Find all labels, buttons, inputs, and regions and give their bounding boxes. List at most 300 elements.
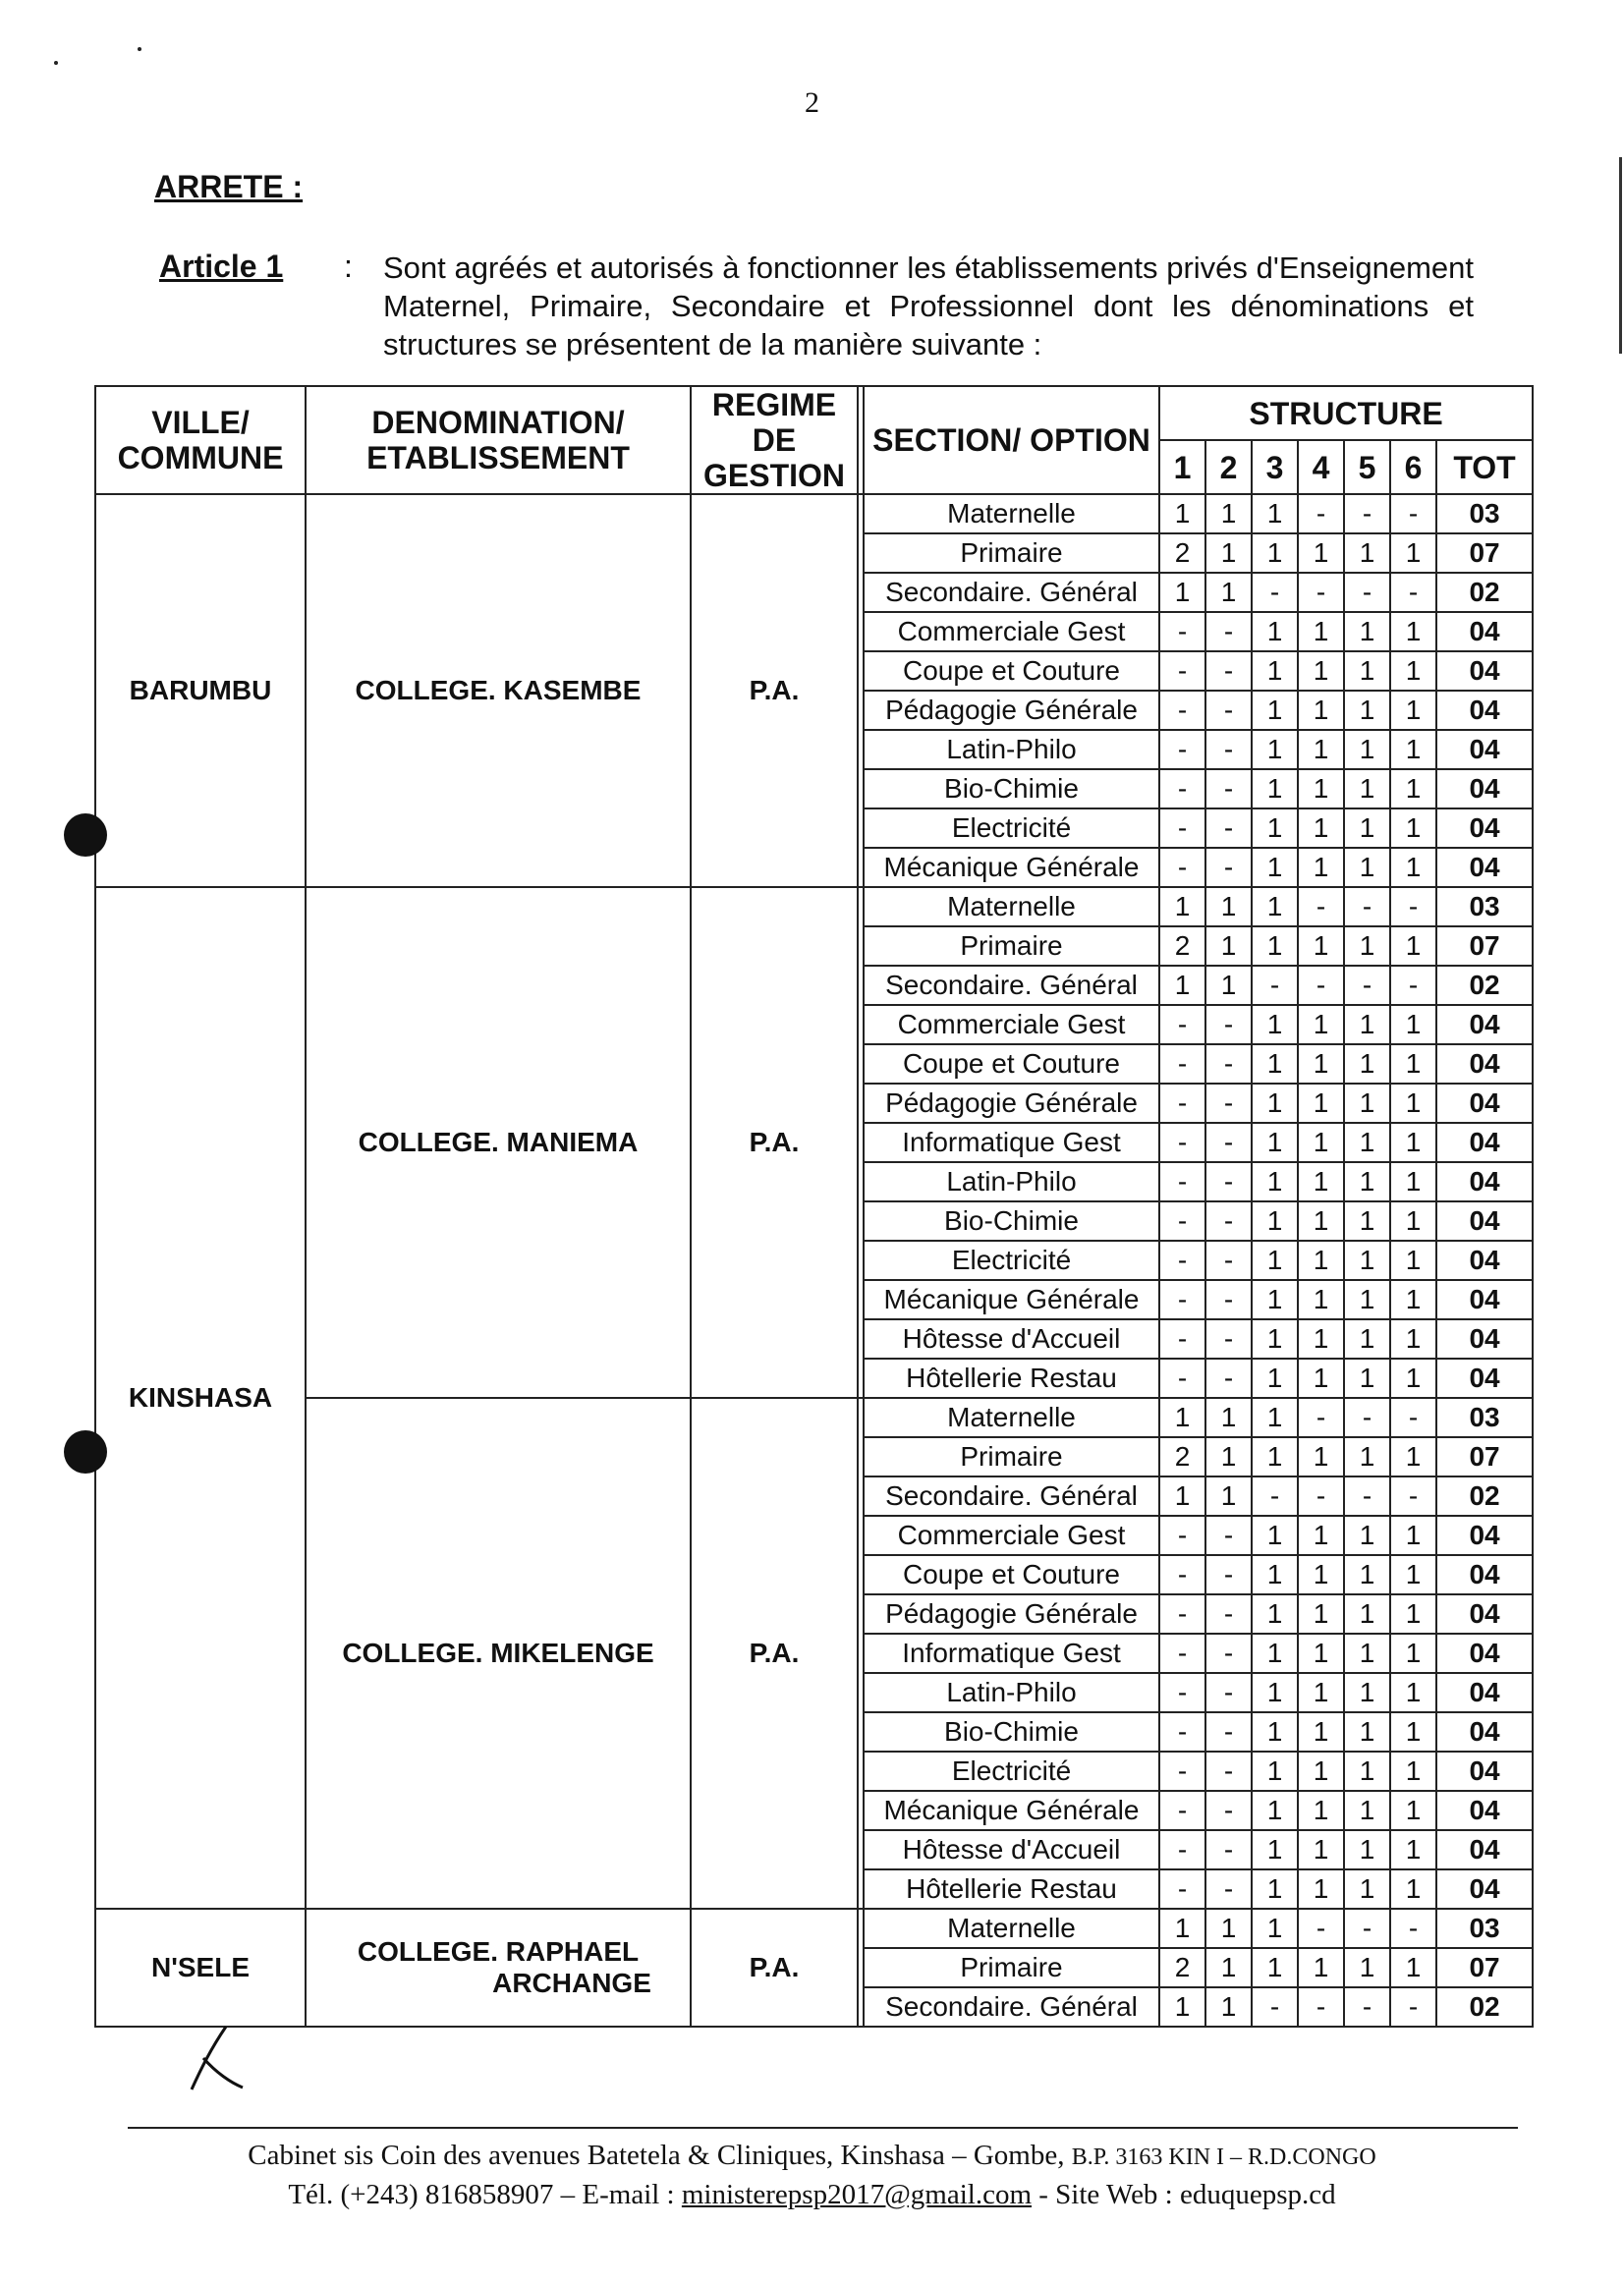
- year-6-cell: 1: [1390, 533, 1436, 573]
- year-3-cell: -: [1252, 1476, 1298, 1516]
- total-cell: 04: [1436, 1280, 1533, 1319]
- year-2-cell: -: [1205, 1084, 1252, 1123]
- year-5-cell: 1: [1344, 1752, 1390, 1791]
- year-5-cell: -: [1344, 1987, 1390, 2027]
- total-cell: 07: [1436, 1437, 1533, 1476]
- year-6-cell: 1: [1390, 769, 1436, 808]
- year-6-cell: 1: [1390, 1594, 1436, 1634]
- year-2-cell: -: [1205, 651, 1252, 691]
- year-1-cell: 1: [1159, 887, 1205, 926]
- year-3-cell: 1: [1252, 769, 1298, 808]
- year-2-cell: -: [1205, 1162, 1252, 1201]
- year-2-cell: 1: [1205, 573, 1252, 612]
- year-6-cell: 1: [1390, 1044, 1436, 1084]
- year-6-cell: 1: [1390, 1752, 1436, 1791]
- year-3-cell: 1: [1252, 1437, 1298, 1476]
- year-3-cell: 1: [1252, 887, 1298, 926]
- regime-cell: P.A.: [691, 887, 858, 1398]
- institution-name-line-1: COLLEGE. RAPHAEL: [357, 1936, 640, 1967]
- year-5-cell: 1: [1344, 533, 1390, 573]
- footer-line-1: [0, 2140, 1624, 2172]
- year-1-cell: -: [1159, 848, 1205, 887]
- year-3-cell: 1: [1252, 1044, 1298, 1084]
- year-5-cell: 1: [1344, 769, 1390, 808]
- option-cell: Mécanique Générale: [864, 1280, 1159, 1319]
- total-cell: 04: [1436, 691, 1533, 730]
- header-col-7: TOT: [1436, 440, 1533, 494]
- year-1-cell: -: [1159, 808, 1205, 848]
- year-4-cell: 1: [1298, 1359, 1344, 1398]
- year-5-cell: 1: [1344, 1201, 1390, 1241]
- year-4-cell: -: [1298, 887, 1344, 926]
- year-5-cell: 1: [1344, 1241, 1390, 1280]
- year-1-cell: -: [1159, 1005, 1205, 1044]
- year-6-cell: -: [1390, 573, 1436, 612]
- year-5-cell: 1: [1344, 926, 1390, 966]
- year-1-cell: 1: [1159, 1476, 1205, 1516]
- year-1-cell: 1: [1159, 1909, 1205, 1948]
- footer-email-link[interactable]: ministerepsp2017@gmail.com: [681, 2179, 1033, 2210]
- institution-cell: [306, 1909, 691, 2027]
- year-2-cell: -: [1205, 1752, 1252, 1791]
- total-cell: 04: [1436, 1830, 1533, 1869]
- total-cell: 04: [1436, 848, 1533, 887]
- year-2-cell: -: [1205, 691, 1252, 730]
- year-2-cell: -: [1205, 1201, 1252, 1241]
- year-1-cell: -: [1159, 612, 1205, 651]
- year-2-cell: -: [1205, 1123, 1252, 1162]
- article-text: Sont agréés et autorisés à fonctionner les établissements privés d'Enseignement Maternel, Primaire, Secondaire et Professionnel dont les dénominations et structures se présentent de la manière suivante :: [383, 251, 1474, 362]
- year-1-cell: -: [1159, 1241, 1205, 1280]
- year-2-cell: -: [1205, 1555, 1252, 1594]
- option-cell: Coupe et Couture: [864, 1555, 1159, 1594]
- year-4-cell: 1: [1298, 808, 1344, 848]
- year-3-cell: 1: [1252, 1830, 1298, 1869]
- year-4-cell: 1: [1298, 1791, 1344, 1830]
- option-cell: Secondaire. Général: [864, 1476, 1159, 1516]
- year-6-cell: -: [1390, 887, 1436, 926]
- year-4-cell: -: [1298, 966, 1344, 1005]
- year-4-cell: 1: [1298, 1044, 1344, 1084]
- option-cell: Latin-Philo: [864, 730, 1159, 769]
- option-cell: Primaire: [864, 1948, 1159, 1987]
- year-2-cell: -: [1205, 1869, 1252, 1909]
- year-6-cell: 1: [1390, 1005, 1436, 1044]
- year-3-cell: 1: [1252, 1752, 1298, 1791]
- year-6-cell: 1: [1390, 1516, 1436, 1555]
- year-4-cell: 1: [1298, 1241, 1344, 1280]
- footer-phone: Tél. (+243) 816858907 – E-mail :: [288, 2179, 675, 2210]
- header-town: VILLE/ COMMUNE: [95, 386, 306, 494]
- year-5-cell: 1: [1344, 730, 1390, 769]
- total-cell: 02: [1436, 1987, 1533, 2027]
- year-4-cell: 1: [1298, 1634, 1344, 1673]
- signature-mark: [182, 2019, 260, 2097]
- year-1-cell: -: [1159, 1673, 1205, 1712]
- year-3-cell: 1: [1252, 1869, 1298, 1909]
- institution-cell: COLLEGE. KASEMBE: [306, 494, 691, 887]
- year-2-cell: 1: [1205, 1476, 1252, 1516]
- year-1-cell: 1: [1159, 573, 1205, 612]
- year-2-cell: -: [1205, 612, 1252, 651]
- year-3-cell: -: [1252, 1987, 1298, 2027]
- year-5-cell: 1: [1344, 1359, 1390, 1398]
- year-5-cell: 1: [1344, 1516, 1390, 1555]
- footer-rule: [128, 2127, 1518, 2129]
- total-cell: 03: [1436, 1398, 1533, 1437]
- year-5-cell: 1: [1344, 1123, 1390, 1162]
- year-4-cell: -: [1298, 573, 1344, 612]
- year-1-cell: 2: [1159, 1948, 1205, 1987]
- year-4-cell: -: [1298, 1987, 1344, 2027]
- year-2-cell: -: [1205, 1280, 1252, 1319]
- year-2-cell: 1: [1205, 533, 1252, 573]
- year-6-cell: 1: [1390, 808, 1436, 848]
- option-cell: Latin-Philo: [864, 1673, 1159, 1712]
- year-2-cell: -: [1205, 808, 1252, 848]
- total-cell: 03: [1436, 494, 1533, 533]
- year-6-cell: -: [1390, 966, 1436, 1005]
- year-4-cell: 1: [1298, 769, 1344, 808]
- total-cell: 04: [1436, 612, 1533, 651]
- institution-cell: COLLEGE. MIKELENGE: [306, 1398, 691, 1909]
- total-cell: 04: [1436, 1712, 1533, 1752]
- option-cell: Maternelle: [864, 1909, 1159, 1948]
- year-3-cell: -: [1252, 573, 1298, 612]
- year-6-cell: 1: [1390, 1869, 1436, 1909]
- year-6-cell: 1: [1390, 1319, 1436, 1359]
- option-cell: Bio-Chimie: [864, 769, 1159, 808]
- total-cell: 04: [1436, 1084, 1533, 1123]
- year-2-cell: -: [1205, 1594, 1252, 1634]
- section-heading: ARRETE :: [154, 169, 304, 204]
- year-1-cell: -: [1159, 1319, 1205, 1359]
- year-4-cell: 1: [1298, 1280, 1344, 1319]
- option-cell: Secondaire. Général: [864, 573, 1159, 612]
- year-5-cell: -: [1344, 494, 1390, 533]
- year-5-cell: 1: [1344, 1791, 1390, 1830]
- table-row: [95, 1398, 1533, 1437]
- year-6-cell: 1: [1390, 1830, 1436, 1869]
- year-6-cell: 1: [1390, 1634, 1436, 1673]
- header-col-5: 5: [1344, 440, 1390, 494]
- year-6-cell: 1: [1390, 1555, 1436, 1594]
- scan-speck: [138, 47, 141, 51]
- year-3-cell: 1: [1252, 1948, 1298, 1987]
- year-4-cell: 1: [1298, 533, 1344, 573]
- regime-cell: P.A.: [691, 494, 858, 887]
- year-1-cell: -: [1159, 1555, 1205, 1594]
- year-6-cell: -: [1390, 494, 1436, 533]
- year-3-cell: 1: [1252, 730, 1298, 769]
- option-cell: Coupe et Couture: [864, 1044, 1159, 1084]
- year-3-cell: 1: [1252, 691, 1298, 730]
- year-6-cell: 1: [1390, 1437, 1436, 1476]
- option-cell: Electricité: [864, 1752, 1159, 1791]
- year-5-cell: 1: [1344, 1044, 1390, 1084]
- year-4-cell: 1: [1298, 1516, 1344, 1555]
- year-5-cell: 1: [1344, 1084, 1390, 1123]
- year-2-cell: -: [1205, 1319, 1252, 1359]
- total-cell: 07: [1436, 1948, 1533, 1987]
- year-5-cell: -: [1344, 966, 1390, 1005]
- year-6-cell: -: [1390, 1398, 1436, 1437]
- town-cell: N'SELE: [95, 1909, 306, 2027]
- year-4-cell: -: [1298, 494, 1344, 533]
- year-5-cell: -: [1344, 1909, 1390, 1948]
- year-2-cell: -: [1205, 1516, 1252, 1555]
- year-1-cell: 2: [1159, 926, 1205, 966]
- year-3-cell: 1: [1252, 1398, 1298, 1437]
- header-col-3: 3: [1252, 440, 1298, 494]
- year-6-cell: 1: [1390, 691, 1436, 730]
- total-cell: 03: [1436, 887, 1533, 926]
- year-5-cell: 1: [1344, 848, 1390, 887]
- year-6-cell: 1: [1390, 1201, 1436, 1241]
- year-6-cell: 1: [1390, 612, 1436, 651]
- header-option: SECTION/ OPTION: [864, 386, 1159, 494]
- year-5-cell: 1: [1344, 1634, 1390, 1673]
- table-row: [95, 887, 1533, 926]
- option-cell: Maternelle: [864, 1398, 1159, 1437]
- year-1-cell: -: [1159, 1123, 1205, 1162]
- year-1-cell: 1: [1159, 966, 1205, 1005]
- year-5-cell: 1: [1344, 808, 1390, 848]
- year-4-cell: -: [1298, 1909, 1344, 1948]
- year-3-cell: 1: [1252, 1555, 1298, 1594]
- town-cell: KINSHASA: [95, 887, 306, 1909]
- total-cell: 02: [1436, 573, 1533, 612]
- year-6-cell: 1: [1390, 1162, 1436, 1201]
- option-cell: Bio-Chimie: [864, 1201, 1159, 1241]
- year-4-cell: -: [1298, 1398, 1344, 1437]
- header-col-6: 6: [1390, 440, 1436, 494]
- year-1-cell: 2: [1159, 1437, 1205, 1476]
- year-4-cell: 1: [1298, 1201, 1344, 1241]
- year-5-cell: 1: [1344, 651, 1390, 691]
- option-cell: Coupe et Couture: [864, 651, 1159, 691]
- year-2-cell: 1: [1205, 1948, 1252, 1987]
- year-4-cell: 1: [1298, 1319, 1344, 1359]
- year-6-cell: 1: [1390, 730, 1436, 769]
- year-3-cell: 1: [1252, 1909, 1298, 1948]
- town-cell: BARUMBU: [95, 494, 306, 887]
- option-cell: Hôtellerie Restau: [864, 1869, 1159, 1909]
- year-1-cell: 2: [1159, 533, 1205, 573]
- year-6-cell: 1: [1390, 1123, 1436, 1162]
- option-cell: Electricité: [864, 1241, 1159, 1280]
- table-row: [95, 1909, 1533, 1948]
- total-cell: 04: [1436, 1594, 1533, 1634]
- structure-table: [94, 385, 1534, 2028]
- year-1-cell: -: [1159, 651, 1205, 691]
- year-5-cell: -: [1344, 1476, 1390, 1516]
- option-cell: Electricité: [864, 808, 1159, 848]
- year-5-cell: 1: [1344, 1594, 1390, 1634]
- option-cell: Primaire: [864, 533, 1159, 573]
- year-3-cell: 1: [1252, 494, 1298, 533]
- year-6-cell: 1: [1390, 1673, 1436, 1712]
- article-colon: :: [344, 249, 353, 284]
- option-cell: Commerciale Gest: [864, 612, 1159, 651]
- header-regime: REGIME DE GESTION: [691, 386, 858, 494]
- total-cell: 04: [1436, 1555, 1533, 1594]
- year-2-cell: -: [1205, 1712, 1252, 1752]
- year-4-cell: 1: [1298, 1948, 1344, 1987]
- year-6-cell: 1: [1390, 1241, 1436, 1280]
- total-cell: 04: [1436, 808, 1533, 848]
- total-cell: 04: [1436, 651, 1533, 691]
- year-2-cell: 1: [1205, 887, 1252, 926]
- year-4-cell: 1: [1298, 651, 1344, 691]
- total-cell: 07: [1436, 533, 1533, 573]
- year-5-cell: 1: [1344, 1162, 1390, 1201]
- year-2-cell: -: [1205, 848, 1252, 887]
- option-cell: Primaire: [864, 1437, 1159, 1476]
- year-1-cell: -: [1159, 1791, 1205, 1830]
- year-4-cell: 1: [1298, 1830, 1344, 1869]
- option-cell: Pédagogie Générale: [864, 691, 1159, 730]
- year-2-cell: -: [1205, 1791, 1252, 1830]
- footer-line-2: [0, 2179, 1624, 2211]
- header-col-2: 2: [1205, 440, 1252, 494]
- year-5-cell: 1: [1344, 1869, 1390, 1909]
- year-1-cell: -: [1159, 1280, 1205, 1319]
- year-3-cell: 1: [1252, 1241, 1298, 1280]
- year-4-cell: 1: [1298, 1123, 1344, 1162]
- year-6-cell: -: [1390, 1987, 1436, 2027]
- year-6-cell: 1: [1390, 1712, 1436, 1752]
- year-4-cell: 1: [1298, 1594, 1344, 1634]
- year-1-cell: 1: [1159, 1987, 1205, 2027]
- punch-hole: [64, 1430, 107, 1474]
- year-4-cell: 1: [1298, 1084, 1344, 1123]
- year-1-cell: -: [1159, 1044, 1205, 1084]
- total-cell: 04: [1436, 730, 1533, 769]
- year-3-cell: 1: [1252, 533, 1298, 573]
- punch-hole: [64, 813, 107, 857]
- total-cell: 02: [1436, 966, 1533, 1005]
- year-6-cell: 1: [1390, 1084, 1436, 1123]
- table-row: [95, 494, 1533, 533]
- year-1-cell: -: [1159, 1594, 1205, 1634]
- option-cell: Secondaire. Général: [864, 966, 1159, 1005]
- year-1-cell: -: [1159, 1516, 1205, 1555]
- total-cell: 02: [1436, 1476, 1533, 1516]
- year-1-cell: -: [1159, 1359, 1205, 1398]
- year-5-cell: -: [1344, 1398, 1390, 1437]
- option-cell: Mécanique Générale: [864, 848, 1159, 887]
- year-6-cell: 1: [1390, 1280, 1436, 1319]
- year-3-cell: -: [1252, 966, 1298, 1005]
- year-2-cell: 1: [1205, 494, 1252, 533]
- institution-name-line-2: ARCHANGE: [492, 1968, 651, 1998]
- year-1-cell: -: [1159, 1201, 1205, 1241]
- year-4-cell: 1: [1298, 1712, 1344, 1752]
- total-cell: 04: [1436, 1319, 1533, 1359]
- option-cell: Pédagogie Générale: [864, 1594, 1159, 1634]
- year-3-cell: 1: [1252, 1594, 1298, 1634]
- year-3-cell: 1: [1252, 1123, 1298, 1162]
- year-6-cell: 1: [1390, 1791, 1436, 1830]
- year-2-cell: 1: [1205, 1398, 1252, 1437]
- option-cell: Pédagogie Générale: [864, 1084, 1159, 1123]
- year-4-cell: 1: [1298, 926, 1344, 966]
- option-cell: Latin-Philo: [864, 1162, 1159, 1201]
- year-5-cell: -: [1344, 887, 1390, 926]
- regime-cell: P.A.: [691, 1398, 858, 1909]
- year-2-cell: 1: [1205, 1987, 1252, 2027]
- year-5-cell: -: [1344, 573, 1390, 612]
- year-5-cell: 1: [1344, 1005, 1390, 1044]
- year-3-cell: 1: [1252, 1634, 1298, 1673]
- option-cell: Informatique Gest: [864, 1634, 1159, 1673]
- year-5-cell: 1: [1344, 1712, 1390, 1752]
- option-cell: Maternelle: [864, 887, 1159, 926]
- year-5-cell: 1: [1344, 1437, 1390, 1476]
- page-number: 2: [805, 86, 819, 119]
- year-2-cell: -: [1205, 1830, 1252, 1869]
- option-cell: Commerciale Gest: [864, 1005, 1159, 1044]
- year-4-cell: 1: [1298, 1555, 1344, 1594]
- year-4-cell: 1: [1298, 1752, 1344, 1791]
- regime-cell: P.A.: [691, 1909, 858, 2027]
- total-cell: 04: [1436, 1201, 1533, 1241]
- total-cell: 04: [1436, 1123, 1533, 1162]
- year-1-cell: -: [1159, 769, 1205, 808]
- year-3-cell: 1: [1252, 1280, 1298, 1319]
- year-3-cell: 1: [1252, 1673, 1298, 1712]
- year-6-cell: 1: [1390, 926, 1436, 966]
- option-cell: Secondaire. Général: [864, 1987, 1159, 2027]
- year-3-cell: 1: [1252, 848, 1298, 887]
- total-cell: 04: [1436, 1044, 1533, 1084]
- year-5-cell: 1: [1344, 612, 1390, 651]
- year-2-cell: -: [1205, 730, 1252, 769]
- year-5-cell: 1: [1344, 1280, 1390, 1319]
- year-1-cell: -: [1159, 1752, 1205, 1791]
- total-cell: 04: [1436, 1359, 1533, 1398]
- header-structure: STRUCTURE: [1159, 386, 1533, 440]
- year-4-cell: 1: [1298, 612, 1344, 651]
- year-4-cell: 1: [1298, 1162, 1344, 1201]
- year-3-cell: 1: [1252, 1791, 1298, 1830]
- total-cell: 04: [1436, 1869, 1533, 1909]
- year-4-cell: 1: [1298, 848, 1344, 887]
- total-cell: 04: [1436, 1516, 1533, 1555]
- year-3-cell: 1: [1252, 612, 1298, 651]
- option-cell: Informatique Gest: [864, 1123, 1159, 1162]
- year-1-cell: -: [1159, 1162, 1205, 1201]
- total-cell: 03: [1436, 1909, 1533, 1948]
- year-6-cell: -: [1390, 1476, 1436, 1516]
- header-col-4: 4: [1298, 440, 1344, 494]
- footer-website[interactable]: - Site Web : eduquepsp.cd: [1038, 2179, 1336, 2210]
- year-2-cell: 1: [1205, 1909, 1252, 1948]
- year-6-cell: 1: [1390, 1359, 1436, 1398]
- option-cell: Primaire: [864, 926, 1159, 966]
- year-4-cell: 1: [1298, 730, 1344, 769]
- year-6-cell: 1: [1390, 848, 1436, 887]
- year-4-cell: -: [1298, 1476, 1344, 1516]
- year-1-cell: 1: [1159, 494, 1205, 533]
- year-5-cell: 1: [1344, 1948, 1390, 1987]
- year-2-cell: -: [1205, 1044, 1252, 1084]
- year-1-cell: -: [1159, 691, 1205, 730]
- year-5-cell: 1: [1344, 1319, 1390, 1359]
- year-3-cell: 1: [1252, 1516, 1298, 1555]
- year-6-cell: 1: [1390, 651, 1436, 691]
